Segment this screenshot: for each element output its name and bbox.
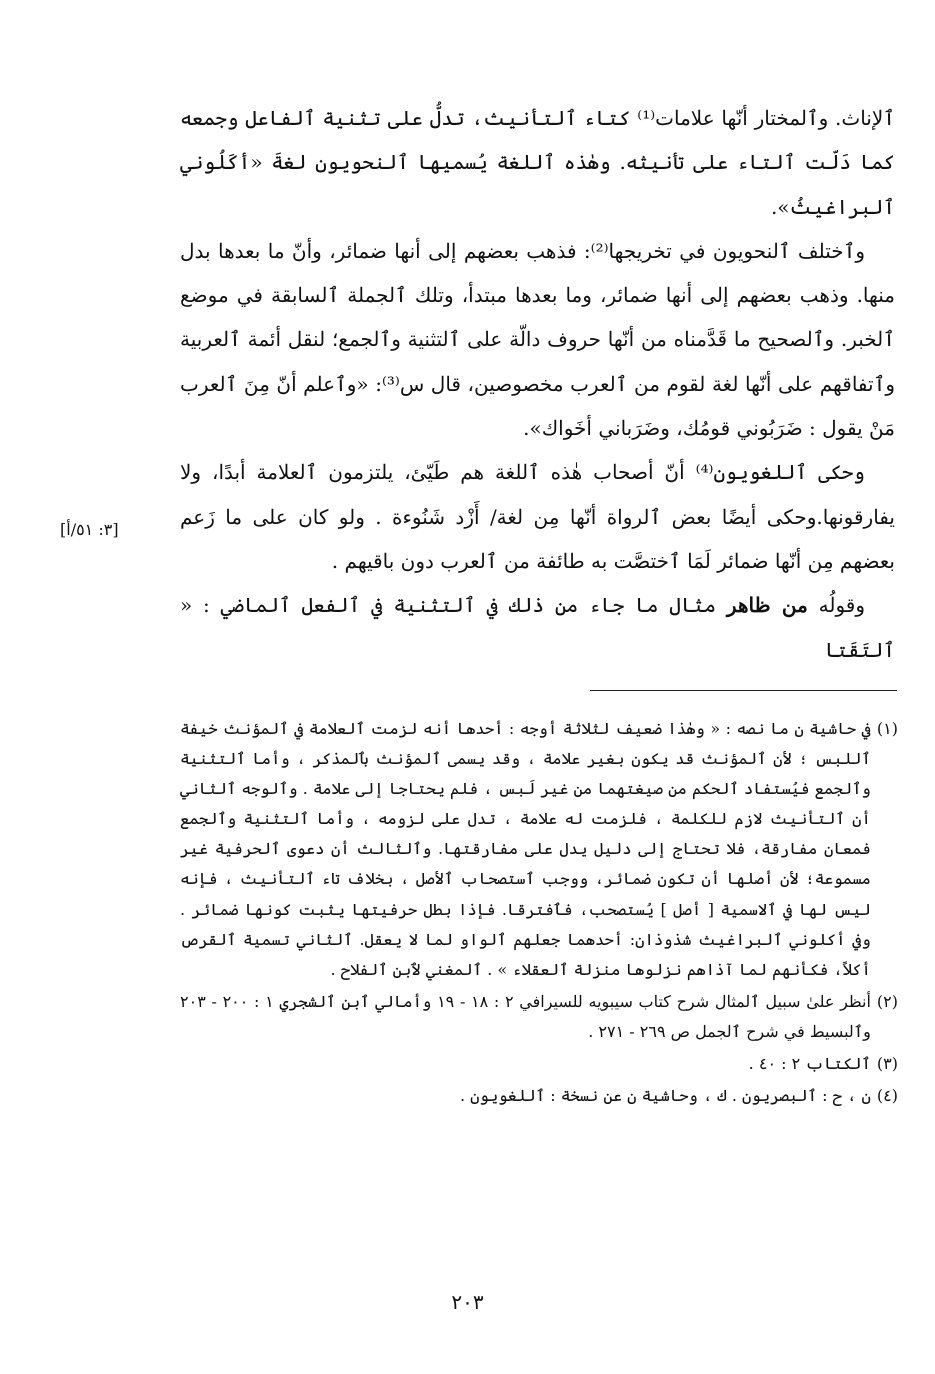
footnote-text: ٱلكتاب ٢ : ٤٠ . xyxy=(748,1054,871,1074)
footnote xyxy=(180,1081,898,1111)
footnote xyxy=(180,714,898,985)
paragraph-3: وحكى ٱللغويون⁽⁴⁾ أنّ أصحاب هٰذه ٱللغة هم طَيّئ، يلتزمون ٱلعلامة أبدًا، ولا يفارقونها.وحكى أيضًا بعض ٱلرواة أنّها مِن لغة/ أَزْد شَنُوءة . ولو كان على ما زَعم بعضهم مِن أنّها ضمائر لَمَا ٱختصَّت به طائفة من ٱلعرب دون باقيهم . xyxy=(180,460,895,573)
paragraph-1: ٱلإناث. وٱلمختار أنّها علامات⁽¹⁾ كتاء ٱلتأنيث، تدلُّ على تثنية ٱلفاعل وجمعه كما دَلّت ٱلتاء على تأنيثه. وهٰذه ٱللغة يُسميها ٱلنحويون لغةَ «أكَلُوني ٱلبراغيثُ». xyxy=(180,106,896,219)
footnote xyxy=(180,1049,898,1079)
footnote-number: (٤) xyxy=(876,1086,898,1106)
main-text xyxy=(180,96,895,672)
footnote-text: ن ، ح : ٱلبصريون . ك ، وحاشية ن عن نسخة : ٱللغويون . xyxy=(460,1086,871,1106)
paragraph-2: وٱختلف ٱلنحويون في تخريجها⁽²⁾: فذهب بعضهم إلى أنها ضمائر، وأنّ ما بعدها بدل منها. وذهب بعضهم إلى أنها ضمائر، وما بعدها مبتدأ، وتلك ٱلجملة ٱلسابقة في موضع ٱلخبر. وٱلصحيح ما قَدَّمناه من أنّها حروف دالّة على ٱلتثنية وٱلجمع؛ لنقل أئمة ٱلعربية وٱتفاقهم على أنّها لغة لقوم من ٱلعرب مخصوصين، قال س⁽³⁾: «وٱعلم أنّ مِنَ ٱلعرب مَنْ يقول : ضَرَبُوني قومُك، وضَرَباني أخَواك». xyxy=(180,238,895,441)
footnote-separator xyxy=(590,690,897,691)
paragraph-4-bold-term: من ظاهر xyxy=(726,593,808,618)
page-number: ٢٠٣ xyxy=(451,1290,484,1314)
footnotes xyxy=(180,714,898,1113)
footnote xyxy=(180,987,898,1047)
paragraph-4 xyxy=(180,583,895,672)
paragraph-4-lead: وقولُه xyxy=(818,593,866,618)
manuscript-folio-reference: [٣: ٥١/أ] xyxy=(60,520,119,539)
footnote-number: (٢) xyxy=(876,991,898,1011)
footnote-number: (١) xyxy=(876,719,898,738)
footnote-text: في حاشية ن ما نصه : « وهٰذا ضعيف لثلاثة أوجه : أحدها أنه لزمت ٱلعلامة في ٱلمؤنث خيفة ٱللبس ؛ لأن ٱلمؤنث قد يكون بغير علامة ، وقد يسمى ٱلمؤنث بٱلمذكر ، وأما ٱلتثنية وٱلجمع فيُستفاد ٱلحكم من صيغتهما من غير لَبس ، فلم يحتاجا إلى علامة . وٱلوجه ٱلثاني أن ٱلتأنيث لازم للكلمة ، فلزمت له علامة ، تدل على لزومه ، وأما ٱلتثنية وٱلجمع فمعان مفارقة، فلا تحتاج إلى دليل يدل على مفارقتها. وٱلثالث أن دعوى ٱلحرفية غير مسموعة؛ لأن أصلها أن تكون ضمائر، ووجب ٱستصحاب ٱلأصل ، بخلاف تاء ٱلتأنيث ، فإنه ليس لها في ٱلاسمية [ أصل ] يُستصحب، فٱفترقا. فإذا بطل حرفيتها يثبت كونها ضمائر . وفي أكلوني ٱلبراغيث شذوذان: أحدهما جعلهم ٱلواو لما لا يعقل. ٱلثاني تسمية ٱلقرص أكلاً، فكأنهم لما آذاهم نزلوها منزلة ٱلعقلاء » . ٱلمغني لٱبن ٱلفلاح . xyxy=(180,719,871,979)
paragraph-4-rest: مثال ما جاء من ذٰلك في ٱلتثنية في ٱلفعل ٱلماضي : « ٱلتَقَتا xyxy=(180,593,895,662)
footnote-text: أنظر علىٰ سبيل ٱلمثال شرح كتاب سيبويه للسيرافي ٢ : ١٨ - ١٩ وأمالي ٱبن ٱلشجري ١ : ٢٠٠ - ٢٠٣ وٱلبسيط في شرح ٱلجمل ص ٢٦٩ - ٢٧١ . xyxy=(180,991,871,1041)
footnote-number: (٣) xyxy=(876,1054,898,1074)
